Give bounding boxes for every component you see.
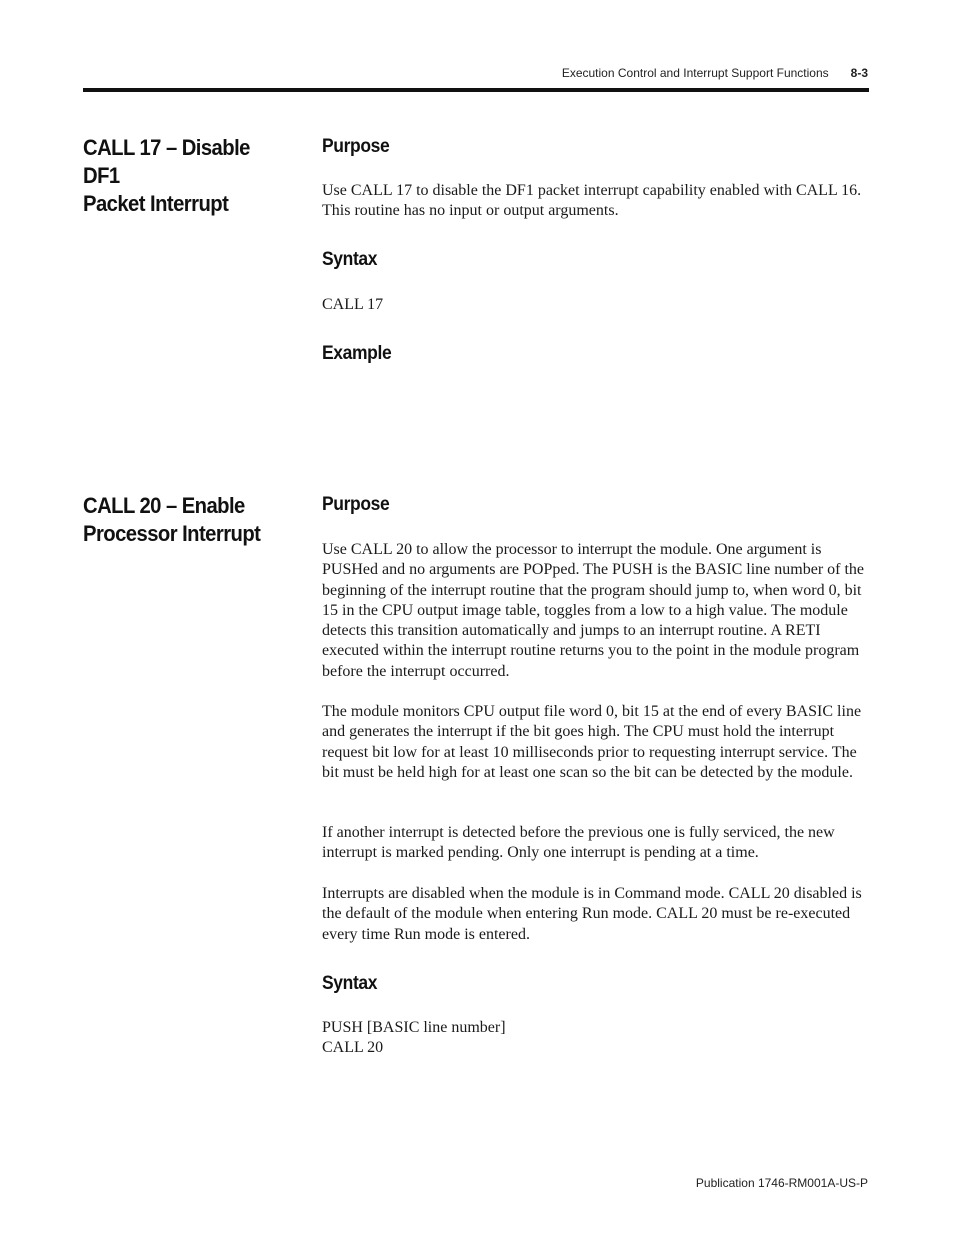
call20-paragraph-3: If another interrupt is detected before the previous one is fully serviced, the new interrupt is marked pending. Only one interrupt is pending at a time. (322, 824, 835, 862)
publication-footer: Publication 1746-RM001A-US-P (695, 1176, 868, 1190)
call17-title (83, 134, 290, 218)
call20-syntax-heading: Syntax (322, 973, 378, 994)
call20-syntax-line1: PUSH [BASIC line number] (322, 1019, 506, 1036)
running-header (562, 66, 868, 80)
call20-purpose-heading: Purpose (322, 494, 390, 515)
header-section-title: Execution Control and Interrupt Support Functions (561, 66, 829, 80)
call20-title-line1: CALL 20 – Enable (83, 493, 245, 518)
call20-paragraph-1: Use CALL 20 to allow the processor to interrupt the module. One argument is PUSHed and no arguments are POPped. The PUSH is the BASIC line number of the beginning of the interrupt routine that the program should jump to, when word 0, bit 15 in the CPU output image table, toggles from a low to a high value. The module detects this transition automatically and jumps to an interrupt routine. A RETI executed within the interrupt routine returns you to the point in the module program before the interrupt occurred. (322, 541, 865, 680)
call17-example-heading: Example (322, 343, 392, 364)
call20-syntax-line2: CALL 20 (322, 1039, 384, 1057)
call20-paragraph-4: Interrupts are disabled when the module is in Command mode. CALL 20 disabled is the default of the module when entering Run mode. CALL 20 must be re-executed every time Run mode is entered. (322, 885, 862, 943)
call17-purpose-text: Use CALL 17 to disable the DF1 packet interrupt capability enabled with CALL 16. This routine has no input or output arguments. (322, 182, 862, 220)
call17-purpose-heading: Purpose (322, 136, 390, 157)
header-rule (83, 88, 869, 92)
call20-syntax-code (322, 1018, 870, 1059)
call17-syntax-code: CALL 17 (322, 296, 384, 313)
call20-title-line2: Processor Interrupt (83, 521, 261, 546)
call20-paragraph-2: The module monitors CPU output file word 0, bit 15 at the end of every BASIC line and generates the interrupt if the bit goes high. The CPU must hold the interrupt request bit low for at least 10 milliseconds prior to requesting interrupt service. The bit must be held high for at least one scan so the bit can be detected by the module. (322, 703, 862, 781)
page-number: 8-3 (850, 66, 868, 80)
call17-title-line2: Packet Interrupt (83, 191, 229, 216)
call17-syntax-heading: Syntax (322, 249, 378, 270)
call20-title (83, 492, 290, 548)
call17-title-line1: CALL 17 – Disable DF1 (83, 135, 250, 188)
